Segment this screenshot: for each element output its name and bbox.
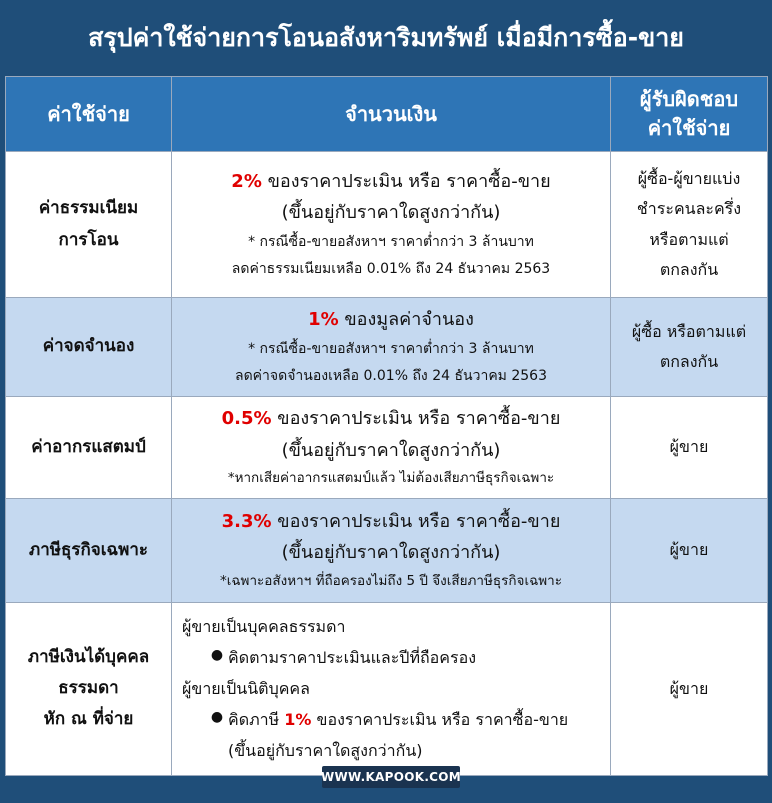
amount-main — [176, 506, 606, 538]
payer-cell — [611, 152, 768, 298]
header-amount: จำนวนเงิน — [172, 77, 611, 152]
corp-heading: ผู้ขายเป็นนิติบุคคล — [182, 679, 310, 699]
payer-cell: ผู้ขาย — [611, 397, 768, 499]
expense-name — [6, 152, 172, 298]
rate-value: 3.3% — [221, 510, 272, 532]
rate-text: ของราคาประเมิน หรือ ราคาซื้อ-ขาย — [271, 510, 561, 532]
person-heading: ผู้ขายเป็นบุคคลธรรมดา — [182, 616, 346, 636]
expense-name-line1: ค่าธรรมเนียม — [38, 198, 139, 219]
rate-value: 2% — [231, 170, 262, 192]
payer-cell: ผู้ขาย — [611, 498, 768, 602]
table-row-transfer-fee — [6, 152, 768, 298]
amount-main — [176, 304, 606, 336]
person-bullet-text: คิดตามราคาประเมินและปีที่ถือครอง — [228, 647, 477, 667]
amount-note1: * กรณีซื้อ-ขายอสังหาฯ ราคาต่ำกว่า 3 ล้านบาท — [248, 340, 534, 357]
corp-bullet-text — [228, 704, 568, 735]
amount-cell — [172, 397, 611, 499]
expense-name: ภาษีธุรกิจเฉพาะ — [6, 498, 172, 602]
amount-note2: ลดค่าจดจำนองเหลือ 0.01% ถึง 24 ธันวาคม 2563 — [235, 367, 547, 384]
payer-cell — [611, 298, 768, 397]
table-row-stamp-duty — [6, 397, 768, 499]
amount-cell — [172, 298, 611, 397]
payer-line1: ผู้ซื้อ หรือตามแต่ — [631, 321, 747, 341]
expense-name-line3: หัก ณ ที่จ่าย — [43, 709, 134, 730]
header-payer-line1: ผู้รับผิดชอบ — [639, 87, 739, 111]
expense-table — [5, 76, 768, 776]
rate-text: ของราคาประเมิน หรือ ราคาซื้อ-ขาย — [261, 170, 551, 192]
amount-note1: * กรณีซื้อ-ขายอสังหาฯ ราคาต่ำกว่า 3 ล้านบาท — [248, 233, 534, 250]
rate-value: 1% — [284, 710, 312, 730]
header-payer — [611, 77, 768, 152]
corp-bullet — [182, 704, 600, 735]
header-payer-line2: ค่าใช้จ่าย — [647, 116, 731, 140]
expense-name-line2: การโอน — [58, 229, 119, 250]
expense-name-line1: ภาษีเงินได้บุคคล — [27, 646, 150, 667]
amount-main — [176, 403, 606, 435]
rate-text: ของมูลค่าจำนอง — [338, 309, 474, 330]
footer-website-badge: WWW.KAPOOK.COM — [322, 766, 460, 788]
rate-value: 0.5% — [221, 408, 272, 430]
payer-line2: ตกลงกัน — [659, 352, 719, 372]
corp-bullet-prefix: คิดภาษี — [228, 710, 285, 730]
rate-text: ของราคาประเมิน หรือ ราคาซื้อ-ขาย — [271, 408, 561, 430]
payer-line4: ตกลงกัน — [659, 259, 719, 279]
corp-bullet-suffix: ของราคาประเมิน หรือ ราคาซื้อ-ขาย — [311, 710, 569, 730]
page-title: สรุปค่าใช้จ่ายการโอนอสังหาริมทรัพย์ เมื่อมีการซื้อ-ขาย — [88, 23, 684, 52]
header-expense: ค่าใช้จ่าย — [6, 77, 172, 152]
table-row-mortgage-fee — [6, 298, 768, 397]
corp-line2: (ขึ้นอยู่กับราคาใดสูงกว่ากัน) — [228, 741, 423, 761]
amount-line2: (ขึ้นอยู่กับราคาใดสูงกว่ากัน) — [281, 439, 501, 461]
payer-cell: ผู้ขาย — [611, 602, 768, 775]
expense-name: ค่าจดจำนอง — [6, 298, 172, 397]
amount-note: *เฉพาะอสังหาฯ ที่ถือครองไม่ถึง 5 ปี จึงเสียภาษีธุรกิจเฉพาะ — [220, 572, 562, 589]
bullet-dot-icon: ● — [210, 709, 224, 726]
amount-cell — [172, 498, 611, 602]
table-row-specific-business-tax — [6, 498, 768, 602]
expense-name — [6, 602, 172, 775]
amount-cell — [172, 152, 611, 298]
amount-note: *หากเสียค่าอากรแสตมป์แล้ว ไม่ต้องเสียภาษีธุรกิจเฉพาะ — [227, 470, 555, 487]
amount-main — [176, 166, 606, 198]
table-header-row — [6, 77, 768, 152]
amount-line2: (ขึ้นอยู่กับราคาใดสูงกว่ากัน) — [281, 202, 501, 224]
amount-line2: (ขึ้นอยู่กับราคาใดสูงกว่ากัน) — [281, 542, 501, 564]
person-bullet — [182, 642, 600, 673]
payer-line2: ชำระคนละครึ่ง — [636, 199, 742, 219]
payer-line3: หรือตามแต่ — [649, 229, 729, 249]
expense-name: ค่าอากรแสตมป์ — [6, 397, 172, 499]
expense-name-line2: ธรรมดา — [58, 677, 119, 698]
amount-cell — [172, 602, 611, 775]
table-row-withholding-tax — [6, 602, 768, 775]
payer-line1: ผู้ซื้อ-ผู้ขายแบ่ง — [637, 168, 741, 188]
rate-value: 1% — [308, 309, 339, 330]
bullet-dot-icon: ● — [210, 646, 224, 663]
amount-note2: ลดค่าธรรมเนียมเหลือ 0.01% ถึง 24 ธันวาคม 2563 — [231, 261, 551, 277]
